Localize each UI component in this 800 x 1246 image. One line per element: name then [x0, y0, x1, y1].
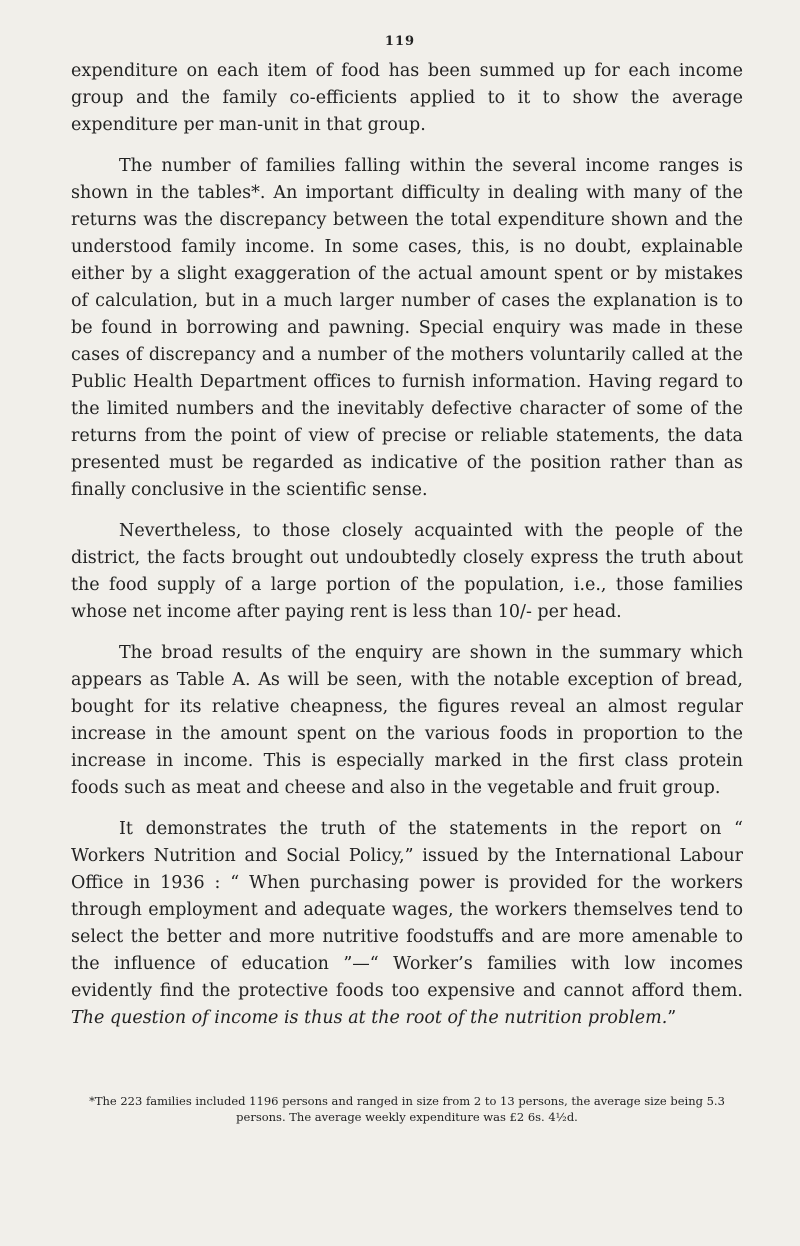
page-number: 119 — [384, 34, 416, 49]
closing-quote: ” — [667, 1008, 677, 1028]
paragraph-4: The broad results of the enquiry are shown in the summary which appears as Table A. As will be seen, with the notable exception of bread, bought for its relative cheapness, the figures reveal an almost regular increase in the amount spent on the various foods in proportion to the increase in income. This is especially marked in the first class protein foods such as meat and cheese and also in the vegetable and fruit group. — [71, 643, 743, 798]
body-text — [71, 58, 743, 1046]
paragraph-5-text: It demonstrates the truth of the statements in the report on “ Workers Nutrition and Social Policy,” issued by the International Labour Office in 1936 : “ When purchasing power is provided for the workers through employment and adequate wages, the workers themselves tend to select the better and more nutritive foodstuffs and are more amenable to the influence of education ”—“ Worker’s families with low incomes evidently find the protective foods too expensive and cannot afford them. — [71, 819, 743, 1001]
footnote: *The 223 families included 1196 persons and ranged in size from 2 to 13 persons, the average size being 5.3 persons. The average weekly expenditure was £2 6s. 4½d. — [89, 1094, 725, 1124]
paragraph-1: expenditure on each item of food has been summed up for each income group and the family co-efficients applied to it to show the average expenditure per man-unit in that group. — [71, 61, 743, 135]
paragraph-5 — [71, 816, 743, 1032]
italic-quote: The question of income is thus at the root of the nutrition problem. — [71, 1008, 668, 1028]
paragraph-3: Nevertheless, to those closely acquainted with the people of the district, the facts brought out undoubtedly closely express the truth about the food supply of a large portion of the population, i.e., those families whose net income after paying rent is less than 10/- per head. — [71, 521, 743, 622]
paragraph-2: The number of families falling within the several income ranges is shown in the tables*. An important difficulty in dealing with many of the returns was the discrepancy between the total expenditure shown and the understood family income. In some cases, this, is no doubt, explainable either by a slight exaggeration of the actual amount spent or by mistakes of calculation, but in a much larger number of cases the explanation is to be found in borrowing and pawning. Special enquiry was made in these cases of discrepancy and a number of the mothers voluntarily called at the Public Health Department offices to furnish information. Having regard to the limited numbers and the inevitably defective character of some of the returns from the point of view of precise or reliable statements, the data presented must be regarded as indicative of the position rather than as finally conclusive in the scientific sense. — [71, 156, 743, 500]
